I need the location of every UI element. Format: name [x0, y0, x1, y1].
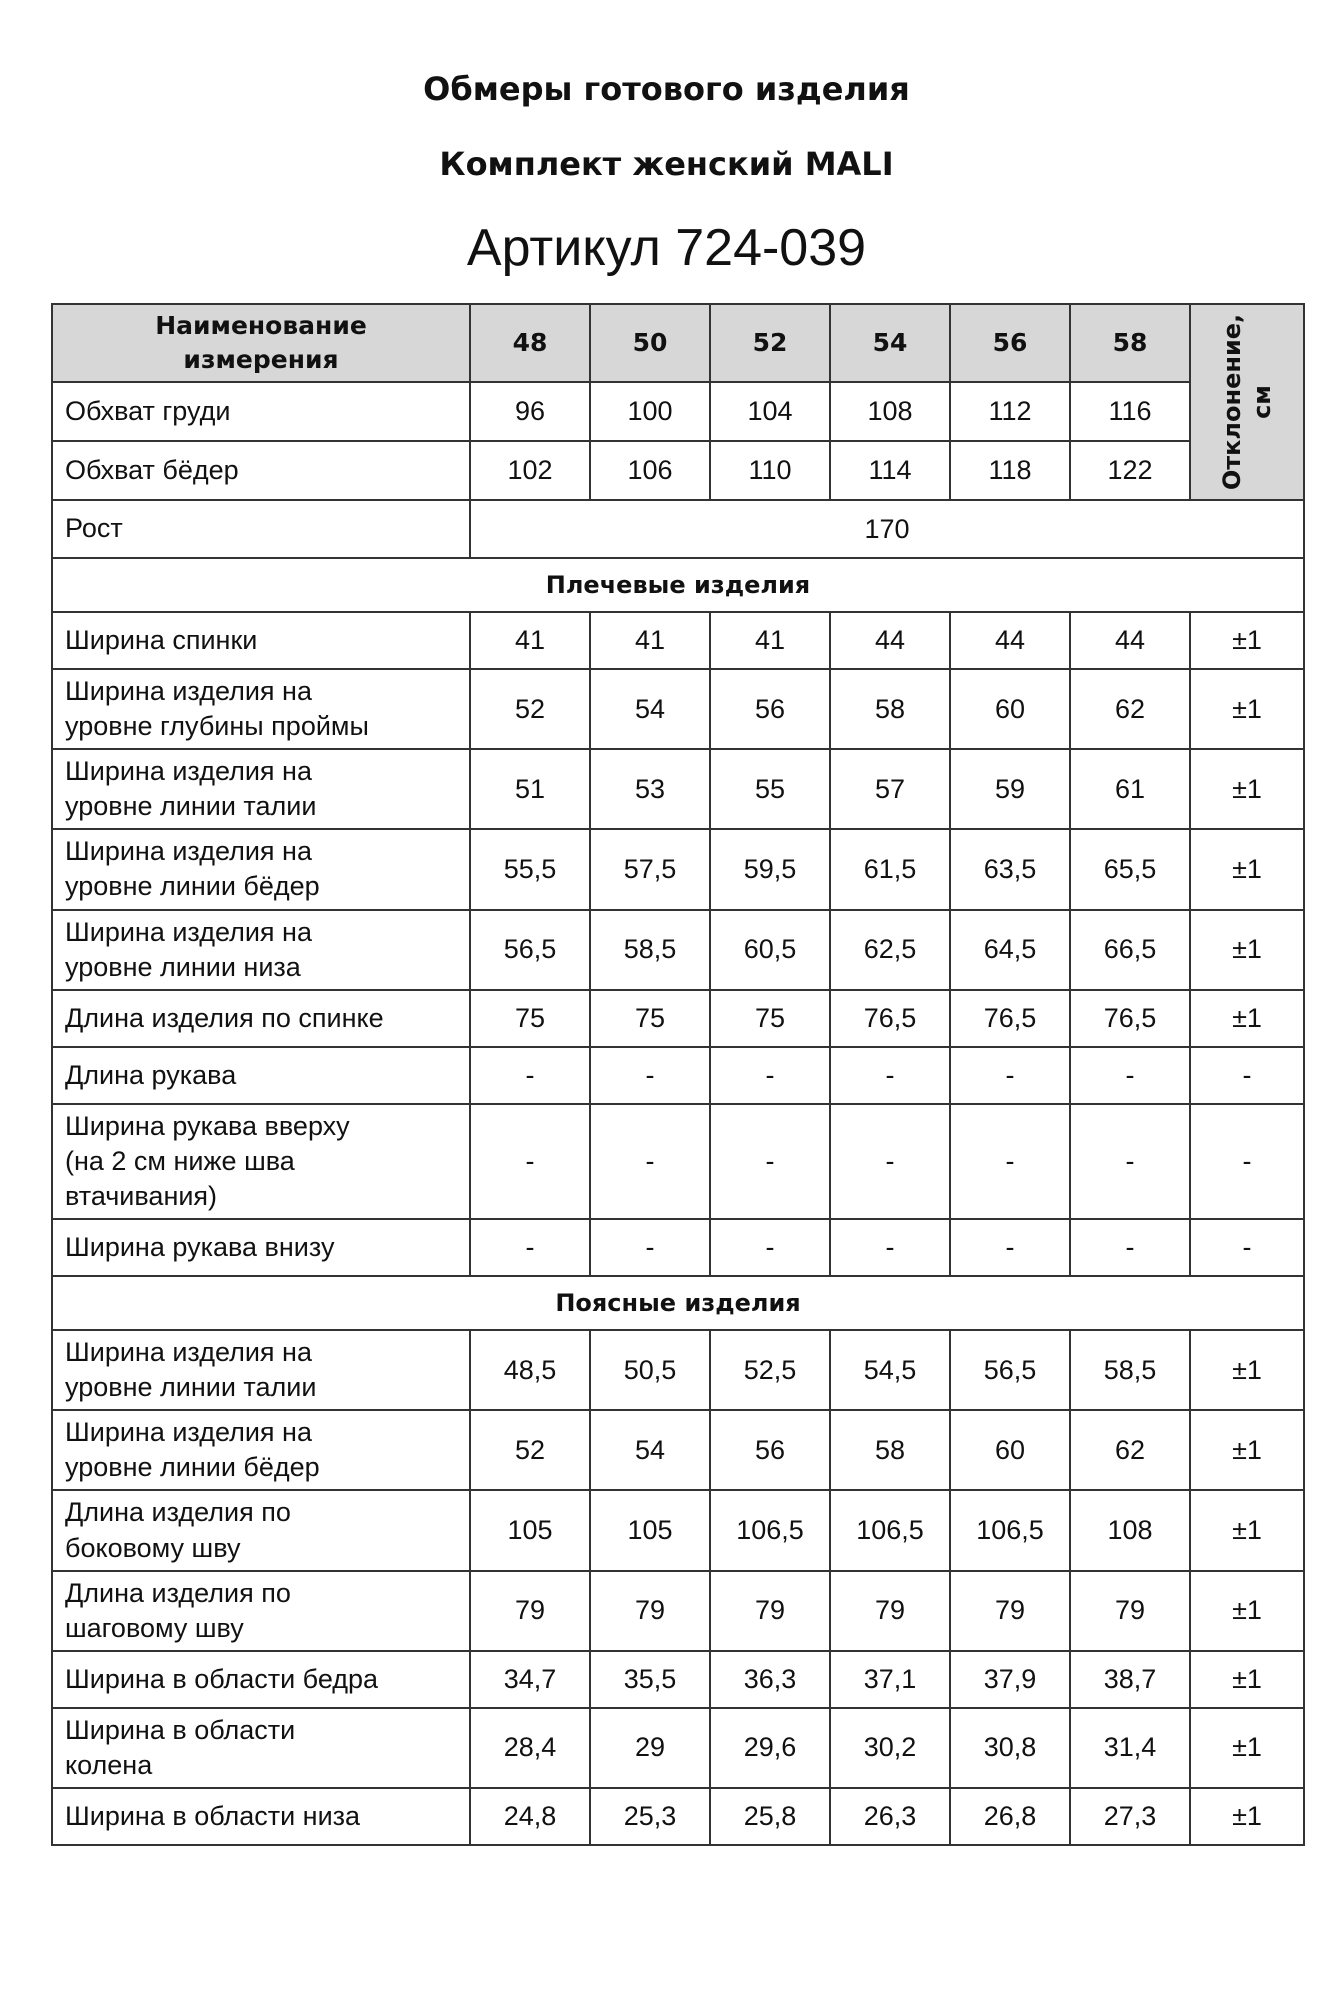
row-chest-girth [52, 382, 1304, 442]
row-label-line: Ширина рукава вверху [65, 1110, 350, 1141]
value-cell: - [470, 1219, 590, 1276]
value-cell: 52 [470, 1410, 590, 1490]
deviation-cell: ±1 [1190, 1651, 1304, 1708]
value-cell: 28,4 [470, 1708, 590, 1788]
row-label-line: уровне линии талии [65, 791, 317, 822]
row-label-line: (на 2 см ниже шва [65, 1145, 295, 1176]
value-cell: 64,5 [950, 910, 1070, 990]
deviation-cell: ±1 [1190, 1330, 1304, 1410]
value-cell: 29 [590, 1708, 710, 1788]
table-row [52, 990, 1304, 1047]
table-row [52, 1410, 1304, 1490]
value-cell: 59,5 [710, 829, 830, 909]
value-cell: 25,8 [710, 1788, 830, 1845]
row-label [52, 1788, 470, 1845]
value-cell: 60,5 [710, 910, 830, 990]
row-label: Обхват груди [52, 382, 470, 442]
value-cell: - [1070, 1047, 1190, 1104]
value-cell: 122 [1070, 441, 1190, 500]
row-label-line: шаговому шву [65, 1612, 244, 1643]
deviation-cell: ±1 [1190, 749, 1304, 829]
value-cell: 75 [590, 990, 710, 1047]
row-label-line: Ширина в области бедра [65, 1663, 379, 1694]
deviation-cell: ±1 [1190, 990, 1304, 1047]
header-deviation [1190, 304, 1304, 500]
deviation-cell: - [1190, 1104, 1304, 1219]
value-cell: 38,7 [1070, 1651, 1190, 1708]
value-cell: 30,8 [950, 1708, 1070, 1788]
table-row [52, 1047, 1304, 1104]
deviation-line-2: см [1248, 385, 1276, 419]
value-cell: 58,5 [1070, 1330, 1190, 1410]
value-cell: - [950, 1219, 1070, 1276]
value-cell: 34,7 [470, 1651, 590, 1708]
section-row [52, 558, 1304, 612]
row-label-line: уровне линии бёдер [65, 871, 320, 902]
value-cell: - [830, 1219, 950, 1276]
deviation-cell: ±1 [1190, 669, 1304, 749]
product-name: Комплект женский MALI [439, 145, 894, 183]
measurements-table [51, 303, 1305, 1846]
value-cell: 56,5 [950, 1330, 1070, 1410]
value-cell: - [710, 1047, 830, 1104]
value-cell: 53 [590, 749, 710, 829]
value-cell: - [710, 1104, 830, 1219]
value-cell: - [590, 1104, 710, 1219]
table-row [52, 1104, 1304, 1219]
value-cell: 79 [950, 1571, 1070, 1651]
deviation-cell: ±1 [1190, 829, 1304, 909]
row-label [52, 1104, 470, 1219]
row-height [52, 500, 1304, 558]
document-title: Обмеры готового изделия [423, 70, 910, 108]
row-label-line: втачивания) [65, 1180, 218, 1211]
deviation-line-1: Отклонение, [1218, 313, 1246, 491]
row-label [52, 1219, 470, 1276]
table-row [52, 612, 1304, 669]
row-label-line: Ширина изделия на [65, 756, 312, 787]
value-cell: 44 [1070, 612, 1190, 669]
row-label [52, 1490, 470, 1570]
value-cell: 25,3 [590, 1788, 710, 1845]
row-label [52, 1410, 470, 1490]
value-cell: 61 [1070, 749, 1190, 829]
value-cell: 66,5 [1070, 910, 1190, 990]
header-size-52: 52 [710, 304, 830, 382]
row-label-line: Длина изделия по [65, 1497, 291, 1528]
deviation-wrapper [1191, 305, 1303, 499]
header-size-48: 48 [470, 304, 590, 382]
deviation-cell: ±1 [1190, 1788, 1304, 1845]
value-cell: 44 [830, 612, 950, 669]
value-cell: 76,5 [1070, 990, 1190, 1047]
deviation-label [1217, 314, 1277, 490]
value-cell: 26,3 [830, 1788, 950, 1845]
row-label [52, 612, 470, 669]
value-cell: 56 [710, 669, 830, 749]
value-cell: 48,5 [470, 1330, 590, 1410]
value-cell: 106,5 [830, 1490, 950, 1570]
value-cell: 79 [830, 1571, 950, 1651]
row-label-line: боковому шву [65, 1532, 241, 1563]
value-cell: 58 [830, 669, 950, 749]
value-cell: 29,6 [710, 1708, 830, 1788]
row-label [52, 829, 470, 909]
value-cell: 79 [590, 1571, 710, 1651]
section-title: Поясные изделия [52, 1276, 1304, 1330]
value-cell: - [470, 1047, 590, 1104]
value-cell: 96 [470, 382, 590, 442]
header-measurement-name [52, 304, 470, 382]
value-cell: 52,5 [710, 1330, 830, 1410]
value-cell: 79 [1070, 1571, 1190, 1651]
value-cell: 116 [1070, 382, 1190, 442]
value-cell: 54 [590, 1410, 710, 1490]
value-cell: 56 [710, 1410, 830, 1490]
value-cell: 79 [710, 1571, 830, 1651]
value-cell: 63,5 [950, 829, 1070, 909]
value-cell: 58 [830, 1410, 950, 1490]
value-cell: 75 [470, 990, 590, 1047]
row-label-line: уровне линии бёдер [65, 1452, 320, 1483]
value-cell: 76,5 [950, 990, 1070, 1047]
row-label-line: Длина рукава [65, 1059, 237, 1090]
row-label-line: Ширина в области [65, 1714, 296, 1745]
value-cell: 79 [470, 1571, 590, 1651]
section-title: Плечевые изделия [52, 558, 1304, 612]
value-cell: 24,8 [470, 1788, 590, 1845]
row-label-line: Ширина в области низа [65, 1800, 361, 1831]
value-cell: 106,5 [710, 1490, 830, 1570]
row-label [52, 669, 470, 749]
value-cell: 76,5 [830, 990, 950, 1047]
header-row [52, 304, 1304, 382]
value-cell: 118 [950, 441, 1070, 500]
value-cell: 60 [950, 1410, 1070, 1490]
value-cell: 54 [590, 669, 710, 749]
row-label-line: Ширина рукава внизу [65, 1231, 335, 1262]
row-label [52, 1651, 470, 1708]
row-label-line: Ширина изделия на [65, 676, 312, 706]
table-row [52, 910, 1304, 990]
value-cell: 58,5 [590, 910, 710, 990]
deviation-cell: - [1190, 1047, 1304, 1104]
deviation-cell: ±1 [1190, 1490, 1304, 1570]
value-cell: 31,4 [1070, 1708, 1190, 1788]
table-row [52, 829, 1304, 909]
value-cell: 56,5 [470, 910, 590, 990]
deviation-cell: ±1 [1190, 1571, 1304, 1651]
value-cell: 26,8 [950, 1788, 1070, 1845]
value-cell: 27,3 [1070, 1788, 1190, 1845]
row-label-line: уровне глубины проймы [65, 711, 369, 742]
table-row [52, 1571, 1304, 1651]
value-cell: 50,5 [590, 1330, 710, 1410]
row-label-line: уровне линии низа [65, 951, 301, 982]
table-row [52, 749, 1304, 829]
value-cell: 41 [470, 612, 590, 669]
row-label [52, 1047, 470, 1104]
header-size-54: 54 [830, 304, 950, 382]
value-cell: - [950, 1104, 1070, 1219]
row-hip-girth [52, 441, 1304, 500]
row-label-line: Ширина изделия на [65, 1337, 312, 1368]
value-cell: 65,5 [1070, 829, 1190, 909]
header-size-50: 50 [590, 304, 710, 382]
value-cell: 102 [470, 441, 590, 500]
row-label [52, 1571, 470, 1651]
value-cell: 105 [590, 1490, 710, 1570]
value-cell: - [830, 1047, 950, 1104]
value-cell: 61,5 [830, 829, 950, 909]
row-label [52, 990, 470, 1047]
value-cell: 106,5 [950, 1490, 1070, 1570]
deviation-cell: ±1 [1190, 910, 1304, 990]
row-label-line: Ширина изделия на [65, 1417, 312, 1448]
row-label: Обхват бёдер [52, 441, 470, 500]
value-cell: - [950, 1047, 1070, 1104]
value-cell: 44 [950, 612, 1070, 669]
value-cell: 55,5 [470, 829, 590, 909]
row-label-line: Ширина изделия на [65, 836, 312, 867]
value-cell: 100 [590, 382, 710, 442]
value-cell: 62 [1070, 669, 1190, 749]
value-cell: 41 [710, 612, 830, 669]
value-cell: 37,9 [950, 1651, 1070, 1708]
deviation-cell: ±1 [1190, 1410, 1304, 1490]
value-cell: 30,2 [830, 1708, 950, 1788]
value-cell: 37,1 [830, 1651, 950, 1708]
table-row [52, 669, 1304, 749]
value-cell: 105 [470, 1490, 590, 1570]
header-name-line-2: измерения [183, 344, 339, 374]
table-row [52, 1330, 1304, 1410]
table-row [52, 1708, 1304, 1788]
value-cell: - [590, 1047, 710, 1104]
table-row [52, 1788, 1304, 1845]
row-label [52, 910, 470, 990]
value-cell: 106 [590, 441, 710, 500]
header-size-58: 58 [1070, 304, 1190, 382]
row-label-line: Ширина спинки [65, 624, 258, 655]
deviation-cell: ±1 [1190, 1708, 1304, 1788]
value-cell: 35,5 [590, 1651, 710, 1708]
height-value: 170 [470, 500, 1304, 558]
row-label: Рост [52, 500, 470, 558]
header-name-line-1: Наименование [155, 311, 367, 341]
value-cell: 36,3 [710, 1651, 830, 1708]
value-cell: 108 [830, 382, 950, 442]
value-cell: 41 [590, 612, 710, 669]
value-cell: - [710, 1219, 830, 1276]
value-cell: 55 [710, 749, 830, 829]
value-cell: 62,5 [830, 910, 950, 990]
value-cell: 57,5 [590, 829, 710, 909]
table-row [52, 1490, 1304, 1570]
value-cell: 104 [710, 382, 830, 442]
deviation-cell: ±1 [1190, 612, 1304, 669]
value-cell: - [470, 1104, 590, 1219]
table-row [52, 1651, 1304, 1708]
row-label [52, 1708, 470, 1788]
value-cell: 51 [470, 749, 590, 829]
value-cell: 75 [710, 990, 830, 1047]
row-label-line: уровне линии талии [65, 1372, 317, 1403]
value-cell: 62 [1070, 1410, 1190, 1490]
value-cell: 112 [950, 382, 1070, 442]
value-cell: 60 [950, 669, 1070, 749]
article-number: Артикул 724-039 [466, 219, 867, 277]
row-label [52, 749, 470, 829]
value-cell: 114 [830, 441, 950, 500]
table-row [52, 1219, 1304, 1276]
row-label-line: Ширина изделия на [65, 916, 312, 947]
row-label [52, 1330, 470, 1410]
deviation-cell: - [1190, 1219, 1304, 1276]
value-cell: 108 [1070, 1490, 1190, 1570]
value-cell: 59 [950, 749, 1070, 829]
value-cell: 54,5 [830, 1330, 950, 1410]
value-cell: 52 [470, 669, 590, 749]
value-cell: 110 [710, 441, 830, 500]
value-cell: - [1070, 1104, 1190, 1219]
value-cell: 57 [830, 749, 950, 829]
row-label-line: колена [65, 1749, 153, 1780]
section-row [52, 1276, 1304, 1330]
value-cell: - [590, 1219, 710, 1276]
row-label-line: Длина изделия по спинке [65, 1002, 384, 1033]
row-label-line: Длина изделия по [65, 1577, 291, 1608]
value-cell: - [830, 1104, 950, 1219]
value-cell: - [1070, 1219, 1190, 1276]
header-size-56: 56 [950, 304, 1070, 382]
